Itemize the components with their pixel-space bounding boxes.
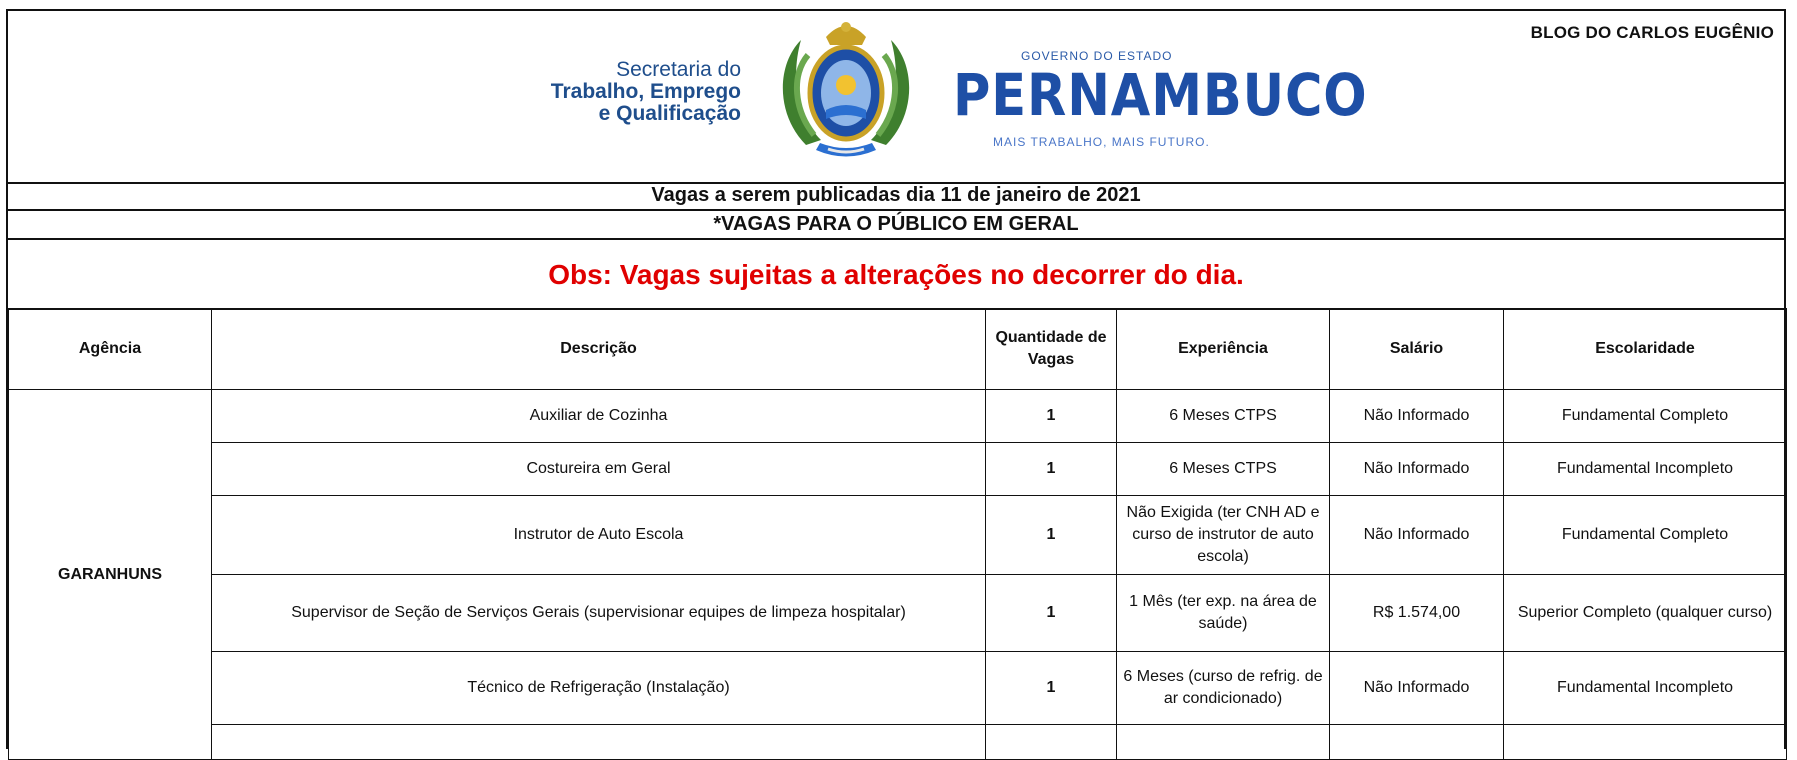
gov-label: GOVERNO DO ESTADO [1021,49,1173,63]
escolaridade-cell: Fundamental Incompleto [1504,652,1787,725]
descricao-cell: Técnico de Refrigeração (Instalação) [212,652,986,725]
table-header-row [9,309,1787,390]
gov-slogan: MAIS TRABALHO, MAIS FUTURO. [993,135,1210,149]
experiencia-cell: 6 Meses (curso de refrig. de ar condicionado) [1117,652,1330,725]
header-descricao: Descrição [212,309,986,390]
escolaridade-cell: Fundamental Incompleto [1504,443,1787,496]
table-row [9,390,1787,443]
empty-cell [212,725,986,760]
empty-cell [1330,725,1504,760]
salario-cell: Não Informado [1330,652,1504,725]
obs-notice: Obs: Vagas sujeitas a alterações no decorrer do dia. [8,240,1784,310]
header-experiencia: Experiência [1117,309,1330,390]
salario-cell: Não Informado [1330,390,1504,443]
table-row [9,652,1787,725]
table-row [9,575,1787,652]
page-subtitle: *VAGAS PARA O PÚBLICO EM GERAL [8,211,1784,240]
table-row [9,496,1787,575]
experiencia-cell: Não Exigida (ter CNH AD e curso de instrutor de auto escola) [1117,496,1330,575]
quantidade-cell: 1 [986,443,1117,496]
experiencia-cell: 1 Mês (ter exp. na área de saúde) [1117,575,1330,652]
empty-cell [986,725,1117,760]
header [8,11,1784,184]
page-title: Vagas a serem publicadas dia 11 de janeiro de 2021 [8,182,1784,211]
header-quantidade-line2: Vagas [1027,351,1075,368]
experiencia-cell: 6 Meses CTPS [1117,390,1330,443]
quantidade-cell: 1 [986,575,1117,652]
secretaria-logo-text [536,59,741,125]
secretaria-line1: Secretaria do [616,58,741,81]
header-quantidade-line1: Quantidade de [995,329,1107,346]
header-quantidade [986,309,1117,390]
jobs-table [8,308,1787,760]
blog-credit: BLOG DO CARLOS EUGÊNIO [1530,23,1774,42]
experiencia-cell: 6 Meses CTPS [1117,443,1330,496]
header-salario: Salário [1330,309,1504,390]
escolaridade-cell: Fundamental Completo [1504,496,1787,575]
quantidade-cell: 1 [986,390,1117,443]
job-listing-sheet [6,9,1786,749]
escolaridade-cell: Superior Completo (qualquer curso) [1504,575,1787,652]
descricao-cell: Instrutor de Auto Escola [212,496,986,575]
agency-cell: GARANHUNS [9,390,212,760]
descricao-cell: Auxiliar de Cozinha [212,390,986,443]
quantidade-cell: 1 [986,652,1117,725]
secretaria-line3: e Qualificação [598,102,741,125]
pernambuco-coat-of-arms-icon [776,15,916,165]
gov-state-name: PERNAMBUCO [953,61,1368,129]
quantidade-cell: 1 [986,496,1117,575]
table-row [9,443,1787,496]
empty-cell [1504,725,1787,760]
salario-cell: R$ 1.574,00 [1330,575,1504,652]
header-escolaridade: Escolaridade [1504,309,1787,390]
header-agencia: Agência [9,309,212,390]
descricao-cell: Supervisor de Seção de Serviços Gerais (supervisionar equipes de limpeza hospitalar) [212,575,986,652]
escolaridade-cell: Fundamental Completo [1504,390,1787,443]
salario-cell: Não Informado [1330,496,1504,575]
secretaria-line2: Trabalho, Emprego [550,80,741,103]
descricao-cell: Costureira em Geral [212,443,986,496]
empty-cell [1117,725,1330,760]
table-row-partial [9,725,1787,760]
salario-cell: Não Informado [1330,443,1504,496]
